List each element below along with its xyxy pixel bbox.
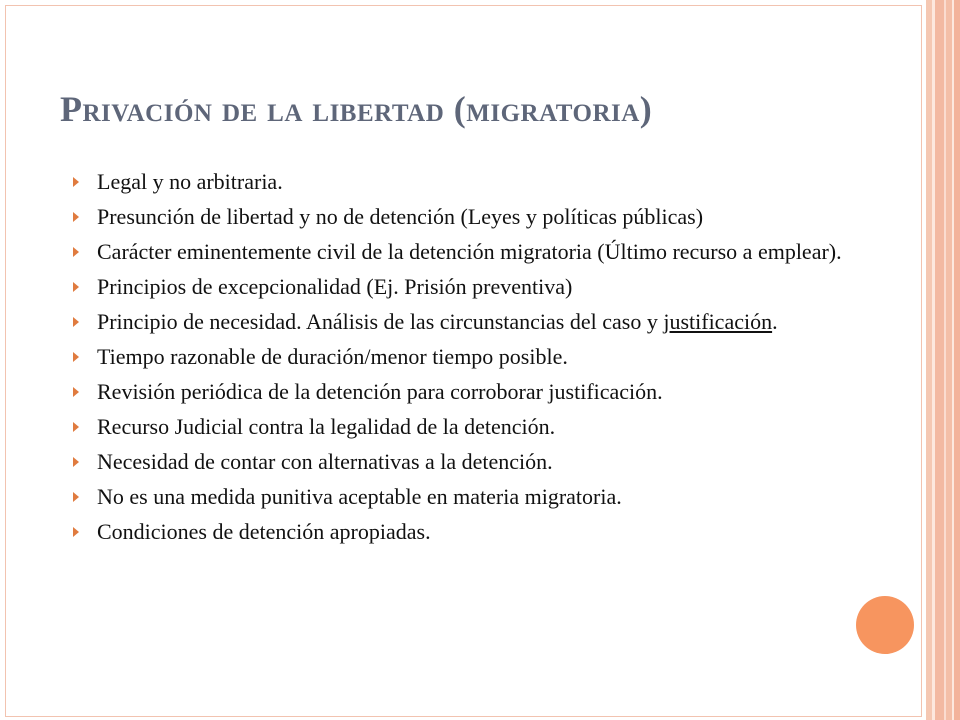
bullet-arrow-icon	[73, 492, 79, 502]
bullet-arrow-icon	[73, 352, 79, 362]
bullet-text: Condiciones de detención apropiadas.	[97, 519, 431, 544]
bullet-arrow-icon	[73, 457, 79, 467]
bullet-arrow-icon	[73, 387, 79, 397]
slide-title: Privación de la libertad (migratoria)	[60, 89, 653, 129]
list-item	[70, 380, 910, 404]
list-item	[70, 310, 910, 334]
list-item	[70, 170, 910, 194]
list-item	[70, 450, 910, 474]
bullet-text: Principios de excepcionalidad (Ej. Prisión preventiva)	[97, 274, 573, 299]
list-item	[70, 240, 910, 264]
bullet-text: Presunción de libertad y no de detención (Leyes y políticas públicas)	[97, 204, 704, 229]
bullet-text: Necesidad de contar con alternativas a la detención.	[97, 449, 553, 474]
bullet-text: Legal y no arbitraria.	[97, 169, 283, 194]
bullet-arrow-icon	[73, 212, 79, 222]
bullet-text-end: .	[772, 309, 778, 334]
list-item	[70, 485, 910, 509]
bullet-text: Principio de necesidad. Análisis de las circunstancias del caso y	[97, 309, 664, 334]
decorative-stripes	[922, 0, 960, 720]
bullet-arrow-icon	[73, 422, 79, 432]
bullet-arrow-icon	[73, 247, 79, 257]
bullet-text: No es una medida punitiva aceptable en materia migratoria.	[97, 484, 622, 509]
bullet-list	[70, 170, 910, 555]
list-item	[70, 520, 910, 544]
list-item	[70, 205, 910, 229]
bullet-text: Carácter eminentemente civil de la detención migratoria (Último recurso a emplear).	[97, 239, 842, 264]
bullet-arrow-icon	[73, 282, 79, 292]
list-item	[70, 275, 910, 299]
list-item	[70, 415, 910, 439]
list-item	[70, 345, 910, 369]
bullet-text: Revisión periódica de la detención para corroborar justificación.	[97, 379, 663, 404]
bullet-text: Recurso Judicial contra la legalidad de la detención.	[97, 414, 556, 439]
bullet-text: Tiempo razonable de duración/menor tiempo posible.	[97, 344, 568, 369]
underlined-word: justificación	[663, 309, 773, 334]
accent-circle-icon	[856, 596, 914, 654]
bullet-arrow-icon	[73, 317, 79, 327]
bullet-arrow-icon	[73, 177, 79, 187]
bullet-arrow-icon	[73, 527, 79, 537]
